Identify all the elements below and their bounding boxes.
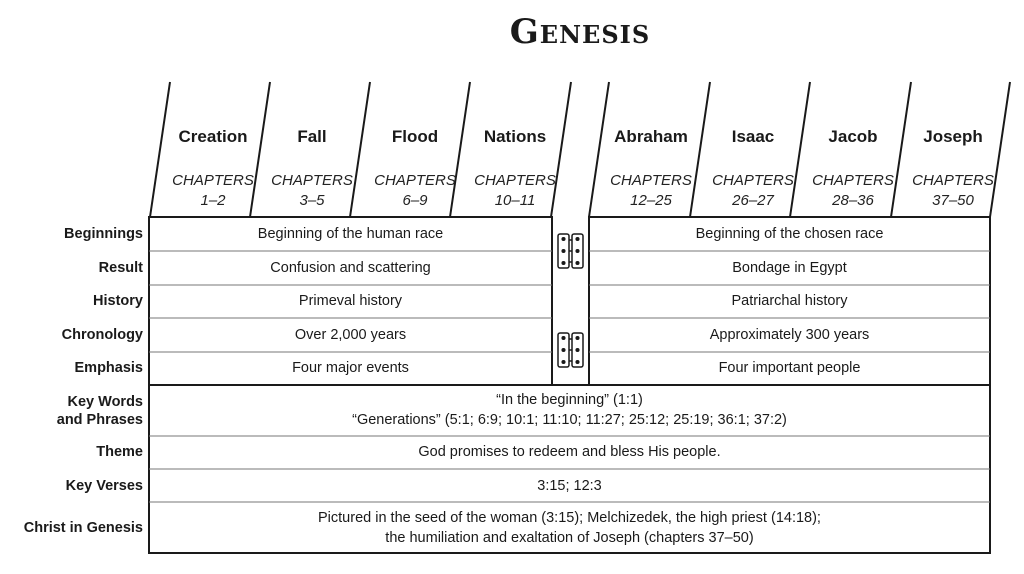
column-header-fall: Fall [297,127,327,146]
column-header-abraham: Abraham [614,127,688,146]
cell-beginnings-left: Beginning of the human race [257,226,444,242]
cell-theme: God promises to redeem and bless His people. [418,444,721,460]
cell-christ: Pictured in the seed of the woman (3:15); Melchizedek, the high priest (14:18); the humiliation and exaltation of Joseph (chapters 37–50) [318,510,821,546]
column-chapters-fall: CHAPTERS 3–5 [271,172,353,209]
column-header-isaac: Isaac [731,127,775,146]
cell-emphasis-right: Four important people [718,360,861,376]
cell-key-verses: 3:15; 12:3 [537,478,602,494]
cell-chronology-right: Approximately 300 years [709,327,870,343]
cell-beginnings-right: Beginning of the chosen race [695,226,884,242]
cell-key-words: “In the beginning” (1:1) “Generations” (5:1; 6:9; 10:1; 11:10; 11:27; 25:12; 25:19; 36:1; 37:2) [352,392,787,428]
column-header-jacob: Jacob [828,127,878,146]
row-label-chronology: Chronology [61,327,143,343]
row-label-theme: Theme [96,444,143,460]
row-label-key-words: Key Words and Phrases [56,394,143,428]
row-label-beginnings: Beginnings [64,226,143,242]
column-header-nations: Nations [483,127,547,146]
column-header-flood: Flood [391,127,439,146]
row-label-result: Result [98,260,143,276]
column-chapters-abraham: CHAPTERS 12–25 [610,172,692,209]
row-label-key-verses: Key Verses [65,478,143,494]
column-header-creation: Creation [178,127,248,146]
column-chapters-jacob: CHAPTERS 28–36 [812,172,894,209]
column-chapters-creation: CHAPTERS 1–2 [172,172,254,209]
cell-chronology-left: Over 2,000 years [294,327,407,343]
row-label-emphasis: Emphasis [74,360,143,376]
column-header-joseph: Joseph [923,127,983,146]
column-chapters-nations: CHAPTERS 10–11 [474,172,556,209]
page-title: Genesis [509,12,651,52]
column-chapters-isaac: CHAPTERS 26–27 [712,172,794,209]
cell-history-left: Primeval history [298,293,403,309]
column-chapters-flood: CHAPTERS 6–9 [374,172,456,209]
cell-result-left: Confusion and scattering [270,260,431,276]
cell-result-right: Bondage in Egypt [732,260,847,276]
cell-emphasis-left: Four major events [292,360,409,376]
column-chapters-joseph: CHAPTERS 37–50 [912,172,994,209]
hinge-icon [558,333,583,367]
cell-history-right: Patriarchal history [731,293,848,309]
hinge-icon [558,234,583,268]
row-label-history: History [93,293,143,309]
row-label-christ: Christ in Genesis [23,520,143,536]
